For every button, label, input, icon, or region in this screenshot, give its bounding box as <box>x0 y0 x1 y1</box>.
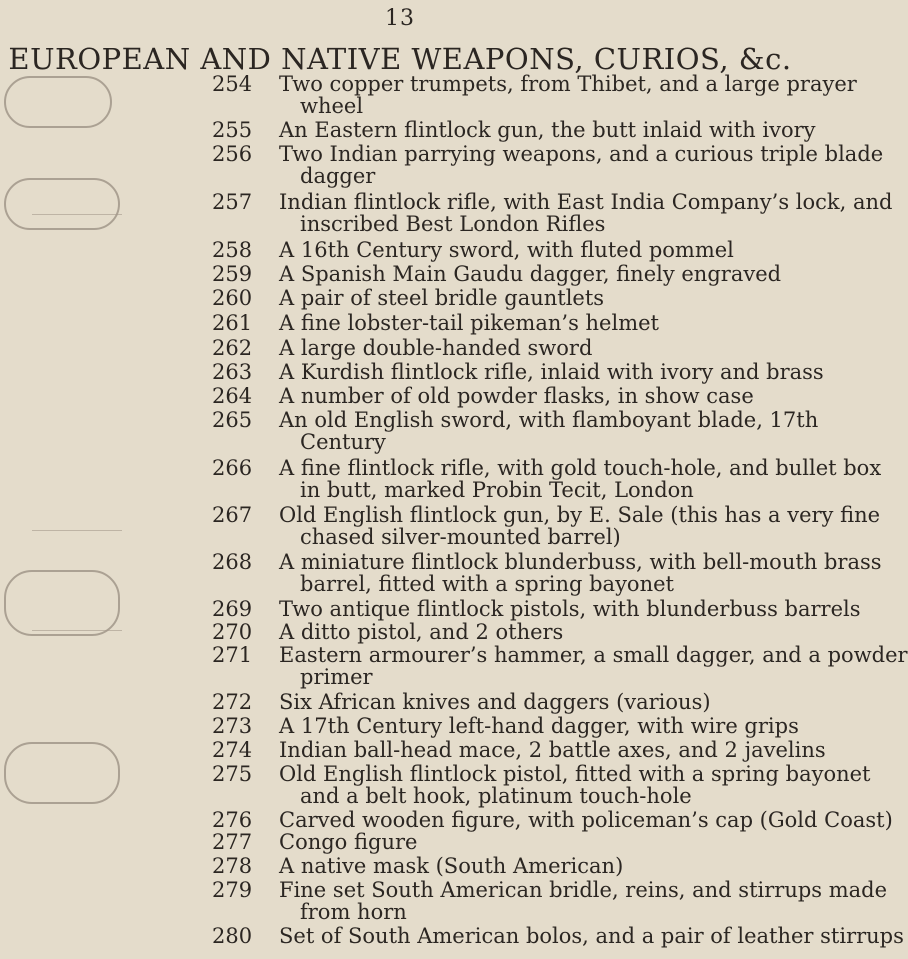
lot-text: A ditto pistol, and 2 others <box>279 620 564 644</box>
lot-number: 261 <box>212 311 253 335</box>
lot-text: A miniature flintlock blunderbuss, with bell-mouth brass <box>279 550 882 574</box>
lot-text: and a belt hook, platinum touch-hole <box>300 784 692 808</box>
margin-bracket-4 <box>4 742 120 804</box>
lot-number: 276 <box>212 808 253 832</box>
lot-number: 279 <box>212 878 253 902</box>
lot-text: A native mask (South American) <box>279 854 624 878</box>
lot-text: A large double-handed sword <box>279 336 593 360</box>
lot-text: A Kurdish flintlock rifle, inlaid with ivory and brass <box>279 360 824 384</box>
lot-number: 271 <box>212 643 253 667</box>
lot-text: Old English flintlock gun, by E. Sale (this has a very fine <box>279 503 881 527</box>
lot-text: A number of old powder flasks, in show case <box>279 384 754 408</box>
page-number: 13 <box>385 6 415 31</box>
lot-number: 255 <box>212 118 253 142</box>
lot-text: inscribed Best London Rifles <box>300 212 606 236</box>
lot-text: Congo figure <box>279 830 418 854</box>
page-heading: EUROPEAN AND NATIVE WEAPONS, CURIOS, &c. <box>8 42 792 76</box>
lot-number: 262 <box>212 336 253 360</box>
lot-text: A 17th Century left-hand dagger, with wire grips <box>279 714 799 738</box>
lot-number: 277 <box>212 830 253 854</box>
lot-number: 269 <box>212 597 253 621</box>
lot-number: 265 <box>212 408 253 432</box>
lot-text: Eastern armourer’s hammer, a small dagger, and a powder <box>279 643 908 667</box>
lot-text: Six African knives and daggers (various) <box>279 690 711 714</box>
lot-number: 273 <box>212 714 253 738</box>
lot-text: Indian flintlock rifle, with East India Company’s lock, and <box>279 190 893 214</box>
strike-line <box>32 214 122 215</box>
lot-number: 258 <box>212 238 253 262</box>
lot-number: 274 <box>212 738 253 762</box>
lot-text: A 16th Century sword, with fluted pommel <box>279 238 734 262</box>
lot-text: chased silver-mounted barrel) <box>300 525 621 549</box>
lot-text: Indian ball-head mace, 2 battle axes, and 2 javelins <box>279 738 826 762</box>
lot-text: primer <box>300 665 373 689</box>
lot-text: Carved wooden figure, with policeman’s cap (Gold Coast) <box>279 808 893 832</box>
lot-text: Two antique flintlock pistols, with blunderbuss barrels <box>279 597 861 621</box>
lot-text: An old English sword, with flamboyant blade, 17th <box>279 408 819 432</box>
lot-text: wheel <box>300 94 364 118</box>
lot-text: A Spanish Main Gaudu dagger, finely engraved <box>279 262 782 286</box>
lot-text: dagger <box>300 164 376 188</box>
strike-line <box>32 630 122 631</box>
lot-number: 280 <box>212 924 253 948</box>
strike-line <box>32 530 122 531</box>
lot-number: 264 <box>212 384 253 408</box>
lot-number: 266 <box>212 456 253 480</box>
lot-text: A pair of steel bridle gauntlets <box>279 286 605 310</box>
margin-bracket-2 <box>4 178 120 230</box>
lot-number: 256 <box>212 142 253 166</box>
lot-number: 263 <box>212 360 253 384</box>
lot-number: 268 <box>212 550 253 574</box>
lot-text: A fine lobster-tail pikeman’s helmet <box>279 311 659 335</box>
lot-text: Fine set South American bridle, reins, and stirrups made <box>279 878 888 902</box>
lot-number: 259 <box>212 262 253 286</box>
lot-text: barrel, fitted with a spring bayonet <box>300 572 674 596</box>
lot-text: Two Indian parrying weapons, and a curious triple blade <box>279 142 884 166</box>
lot-number: 275 <box>212 762 253 786</box>
margin-bracket-3 <box>4 570 120 636</box>
lot-number: 254 <box>212 72 253 96</box>
lot-text: Century <box>300 430 386 454</box>
lot-number: 272 <box>212 690 253 714</box>
lot-text: A fine flintlock rifle, with gold touch-hole, and bullet box <box>279 456 882 480</box>
margin-bracket-1 <box>4 76 112 128</box>
lot-number: 260 <box>212 286 253 310</box>
lot-number: 257 <box>212 190 253 214</box>
lot-number: 278 <box>212 854 253 878</box>
lot-text: Set of South American bolos, and a pair of leather stirrups <box>279 924 904 948</box>
lot-text: from horn <box>300 900 407 924</box>
lot-text: An Eastern flintlock gun, the butt inlaid with ivory <box>279 118 816 142</box>
lot-number: 270 <box>212 620 253 644</box>
lot-text: Old English flintlock pistol, fitted with a spring bayonet <box>279 762 871 786</box>
lot-text: in butt, marked Probin Tecit, London <box>300 478 694 502</box>
lot-text: Two copper trumpets, from Thibet, and a large prayer <box>279 72 857 96</box>
lot-number: 267 <box>212 503 253 527</box>
